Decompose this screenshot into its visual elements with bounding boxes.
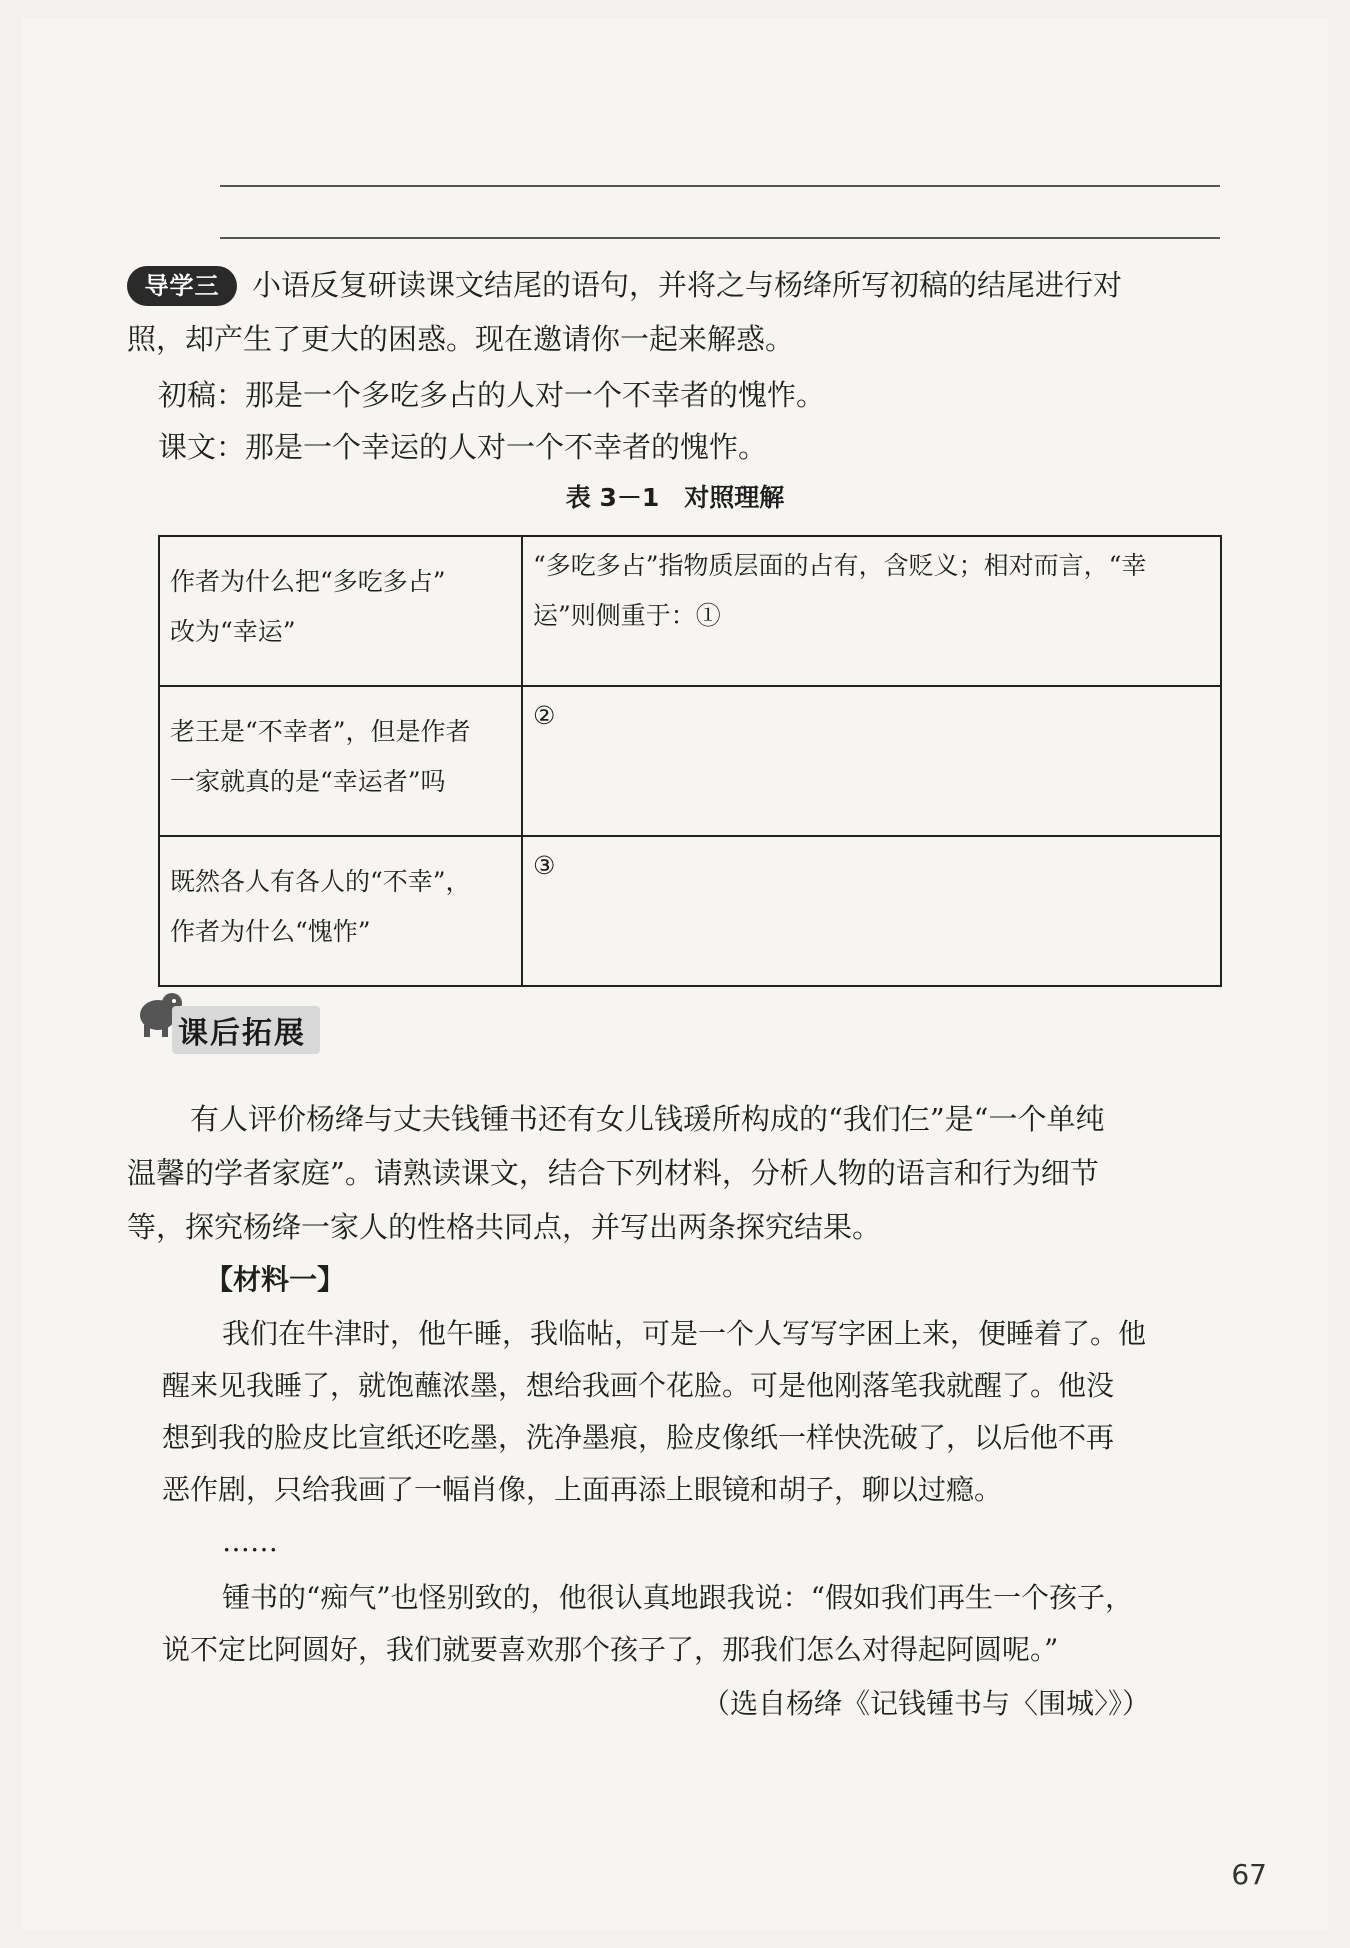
material-line: 锺书的“痴气”也怪别致的，他很认真地跟我说：“假如我们再生一个孩子， bbox=[222, 1581, 1133, 1614]
answer-cell[interactable] bbox=[522, 536, 1221, 686]
section-title: 课后拓展 bbox=[172, 1006, 320, 1054]
answer-cell[interactable] bbox=[522, 686, 1221, 836]
material-line: 醒来见我睡了，就饱蘸浓墨，想给我画个花脸。可是他刚落笔我就醒了。他没 bbox=[162, 1369, 1115, 1402]
ellipsis: …… bbox=[222, 1525, 278, 1558]
guide-intro-line: 小语反复研读课文结尾的语句，并将之与杨绛所写初稿的结尾进行对 bbox=[252, 268, 1123, 302]
question-text: 既然各人有各人的“不幸”， bbox=[170, 867, 471, 896]
material-line: 我们在牛津时，他午睡，我临帖，可是一个人写写字困上来，便睡着了。他 bbox=[222, 1317, 1147, 1350]
table-row bbox=[159, 836, 1221, 986]
text-quote: 课文：那是一个幸运的人对一个不幸者的愧怍。 bbox=[158, 430, 768, 464]
extension-line: 温馨的学者家庭”。请熟读课文，结合下列材料，分析人物的语言和行为细节 bbox=[127, 1156, 1099, 1190]
guide-badge: 导学三 bbox=[127, 266, 237, 306]
answer-text: ② bbox=[533, 701, 556, 730]
comparison-table bbox=[158, 535, 1222, 987]
material-line: 恶作剧，只给我画了一幅肖像，上面再添上眼镜和胡子，聊以过瘾。 bbox=[162, 1473, 1003, 1506]
question-text: 作者为什么把“多吃多占” bbox=[170, 567, 446, 596]
answer-text: 运”则侧重于：① bbox=[533, 601, 721, 630]
question-cell bbox=[159, 836, 522, 986]
question-text: 改为“幸运” bbox=[170, 617, 296, 646]
material-title: 【材料一】 bbox=[205, 1263, 346, 1296]
question-text: 老王是“不幸者”，但是作者 bbox=[170, 717, 471, 746]
draft-quote: 初稿：那是一个多吃多占的人对一个不幸者的愧怍。 bbox=[158, 378, 826, 412]
question-text: 一家就真的是“幸运者”吗 bbox=[170, 767, 446, 796]
guide-intro-line: 照，却产生了更大的困惑。现在邀请你一起来解惑。 bbox=[127, 322, 795, 356]
table-row bbox=[159, 536, 1221, 686]
table-row bbox=[159, 686, 1221, 836]
material-line: 想到我的脸皮比宣纸还吃墨，洗净墨痕，脸皮像纸一样快洗破了，以后他不再 bbox=[162, 1421, 1115, 1454]
question-text: 作者为什么“愧怍” bbox=[170, 917, 371, 946]
answer-text: “多吃多占”指物质层面的占有，含贬义；相对而言，“幸 bbox=[533, 551, 1147, 580]
answer-line bbox=[220, 237, 1220, 239]
answer-line bbox=[220, 185, 1220, 187]
extension-line: 等，探究杨绛一家人的性格共同点，并写出两条探究结果。 bbox=[127, 1210, 882, 1244]
answer-text: ③ bbox=[533, 851, 556, 880]
question-cell bbox=[159, 686, 522, 836]
extension-line: 有人评价杨绛与丈夫钱锺书还有女儿钱瑗所构成的“我们仨”是“一个单纯 bbox=[190, 1102, 1105, 1136]
answer-cell[interactable] bbox=[522, 836, 1221, 986]
question-cell bbox=[159, 536, 522, 686]
page-number: 67 bbox=[1231, 1858, 1267, 1891]
material-line: 说不定比阿圆好，我们就要喜欢那个孩子了，那我们怎么对得起阿圆呢。” bbox=[162, 1633, 1059, 1666]
material-source: （选自杨绛《记钱锺书与〈围城〉》） bbox=[701, 1687, 1150, 1720]
table-caption: 表 3－1 对照理解 bbox=[565, 483, 785, 512]
